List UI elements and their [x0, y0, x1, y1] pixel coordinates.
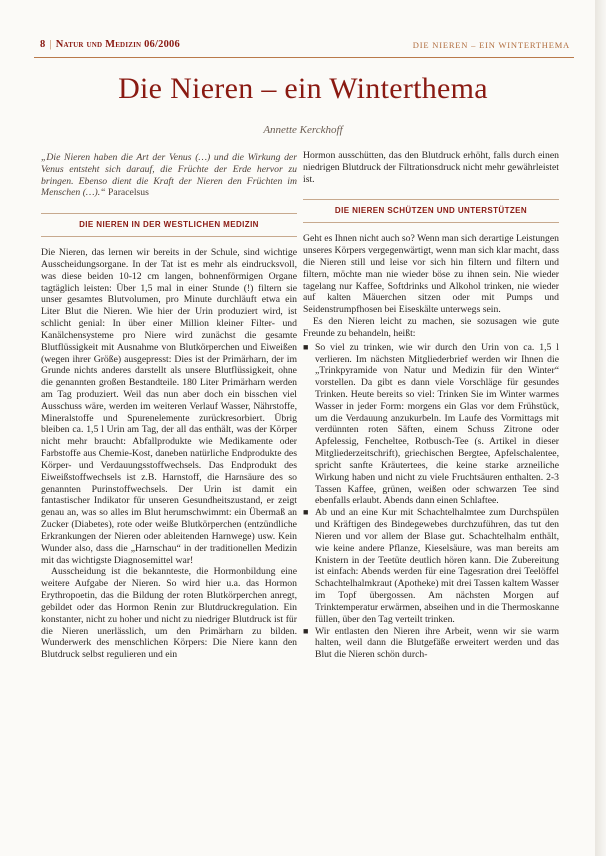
publication-name: Natur und Medizin 06/2006	[55, 39, 180, 50]
bullet-icon: ■	[303, 341, 309, 352]
section-running-title: DIE NIEREN – EIN WINTERTHEMA	[412, 40, 570, 50]
bullet-icon: ■	[303, 507, 309, 518]
header-separator: |	[49, 39, 52, 50]
list-item-text: Wir entlasten den Nieren ihre Arbeit, wenn wir sie warm halten, weil dann die Blutgefäße erweitert werden und das Blut die Nieren schön durch-	[315, 625, 559, 661]
page-number: 8	[40, 39, 46, 50]
list-item-text: Ab und an eine Kur mit Schachtelhalmtee zum Durchspülen und Kräftigen des Bindegewebes durchzuführen, das tut den Nieren und vor allem der Blase gut. Schachtelhalm enthält, wie keine andere Pflanze, Kieselsäure, was man bereits am Knistern in der Teetüte deutlich hören kann. Die Zubereitung ist einfach: Abends werden für eine Tagesration drei Teelöffel Schachtelhalmkraut (Apotheke) mit drei Tassen kaltem Wasser im Topf übergossen. Am nächsten Morgen auf Trinktemperatur erwärmen, abseihen und in die Thermoskanne füllen, über den Tag verteilt trinken.	[315, 507, 560, 625]
section-heading-protect-kidneys: DIE NIEREN SCHÜTZEN UND UNTERSTÜTZEN	[303, 199, 559, 223]
body-paragraph: Ausscheidung ist die bekannteste, die Hormonbildung eine weitere Aufgabe der Nieren. So wird hier u.a. das Hormon Erythropoetin, das die Bildung der roten Blutkörperchen anregt, gebildet oder das Hormon Renin zur Blutdruckregulation. Ein konstanter, nicht zu hoher und nicht zu niedriger Blutdruck ist für die Nieren unerlässlich, um den Primärharn zu bilden. Wunderwerk des menschlichen Körpers: Die Niere kann den Blutdruck selbst regulieren und ein	[41, 566, 297, 661]
body-paragraph: Hormon ausschütten, das den Blutdruck erhöht, falls durch einen niedrigen Blutdruck der Filtrationsdruck nicht mehr gewährleistet ist.	[303, 150, 559, 185]
running-header	[40, 39, 570, 55]
list-item-text: So viel zu trinken, wie wir durch den Urin von ca. 1,5 l verlieren. Im nächsten Mitgliederbrief werden wir Ihnen die „Trinkpyramide von Natur und Medizin für den Winter“ vorstellen. Da gibt es dann viele Vorschläge für gesundes Trinken. Heute bereits so viel: Trinken Sie im Winter warmes Wasser in jeder Form: morgens ein Glas vor dem Frühstück, um die Verdauung anzukurbeln. Im Laufe des Vormittags mit verdünnten roten Säften, einem Schuss Zitrone oder Apfelessig, Fencheltee, Rotbusch-Tee (s. Artikel in dieser Mitgliederzeitschrift), griechischen Bergtee, Apfelschalentee, spricht sanfte Kräutertees, die keine starke arzneiliche Wirkung haben und nicht zu viele Fruchtsäuren enthalten. 2-3 Tassen Kaffee, grünen, weißen oder schwarzen Tee sind ebenfalls erlaubt. Abends dann einen Schlaftee.	[315, 341, 559, 507]
epigraph-quote	[41, 152, 297, 199]
header-rule	[34, 57, 574, 58]
quote-attribution: Paracelsus	[108, 187, 149, 199]
body-paragraph: Die Nieren, das lernen wir bereits in der Schule, sind wichtige Ausscheidungsorgane. In der Tat ist es mehr als eindrucksvoll, was diese beiden 10-12 cm langen, bohnenförmigen Organe tagtäglich leisten: Über 1,5 mal in einer Stunde (!) filtern sie unser gesamtes Blutvolumen, pro Minute durchläuft etwa ein Liter Blut die Nieren. Wie hier der Urin produziert wird, ist schlicht genial: In über einer Million kleiner Filter- und Kanälchensysteme pro Niere wird zunächst die gesamte Blutflüssigkeit mit Ausnahme von Blutkörperchen und Eiweißen (wegen ihrer Größe) ausgepresst: Dies ist der Primärharn, der im Grunde nichts anderes darstellt als unsere Blutflüssigkeit, ohne die genannten großen Bestandteile. 180 Liter Primärharn werden am Tag produziert. Weil das nun aber doch ein bisschen viel Ausschuss wäre, werden im weiteren Verlauf Wasser, Nährstoffe, Mineralstoffe und Spurenelemente zurückresorbiert. Übrig bleiben ca. 1,5 l Urin am Tag, der all das enthält, was der Körper nicht mehr braucht: Abfallprodukte wie Medikamente oder Farbstoffe aus Chemie-Kost, daneben natürliche Endprodukte des Körper- und Verdauungsstoffwechsels. Das Endprodukt des Eiweißstoffwechsels ist z.B. Harnstoff, die Harnsäure des so genannten Purinstoffwechsels. Der Urin ist damit ein fantastischer Indikator für unseren Gesundheitszustand, er zeigt genau an, was so alles im Blut herumschwimmt: ein Übermaß an Zucker (Diabetes), rote oder weiße Blutkörperchen (entzündliche Erkrankungen der Nieren oder ableitenden Harnwege) usw. Kein Wunder also, dass die „Harnschau“ in der traditionellen Medizin mit das wichtigste Diagnosemittel war!	[41, 247, 297, 566]
body-paragraph: Es den Nieren leicht zu machen, sie sozusagen wie gute Freunde zu behandeln, heißt:	[303, 316, 559, 339]
section-heading-western-medicine: DIE NIEREN IN DER WESTLICHEN MEDIZIN	[41, 213, 297, 237]
article-author: Annette Kerckhoff	[263, 124, 343, 136]
quote-text: „Die Nieren haben die Art der Venus (…) und die Wirkung der Venus entsteht sich darauf, die Früchte der Erde hervor zu bringen. Ebenso dient die Kraft der Nieren den Früchten im Menschen (…).“	[41, 152, 297, 199]
list-item	[303, 507, 559, 625]
list-item	[303, 626, 559, 661]
article-title: Die Nieren – ein Winterthema	[118, 72, 488, 105]
left-column	[41, 152, 297, 661]
bullet-icon: ■	[303, 625, 309, 636]
tips-list	[303, 342, 559, 661]
body-paragraph: Geht es Ihnen nicht auch so? Wenn man sich derartige Leistungen unseres Körpers vergegenwärtigt, wenn man sich klar macht, dass die Nieren still und leise vor sich hin filtern und filtern und filtern, möchte man nie wieder böse zu ihnen sein. Nie wieder tagelang nur Kaffee, Softdrinks und Alkohol trinken, nie wieder auf kalten Mäuerchen sitzen oder mit Pumps und Seidenstrumpfhosen bei Eiseskälte unterwegs sein.	[303, 233, 559, 316]
right-column	[303, 150, 559, 661]
list-item	[303, 342, 559, 508]
